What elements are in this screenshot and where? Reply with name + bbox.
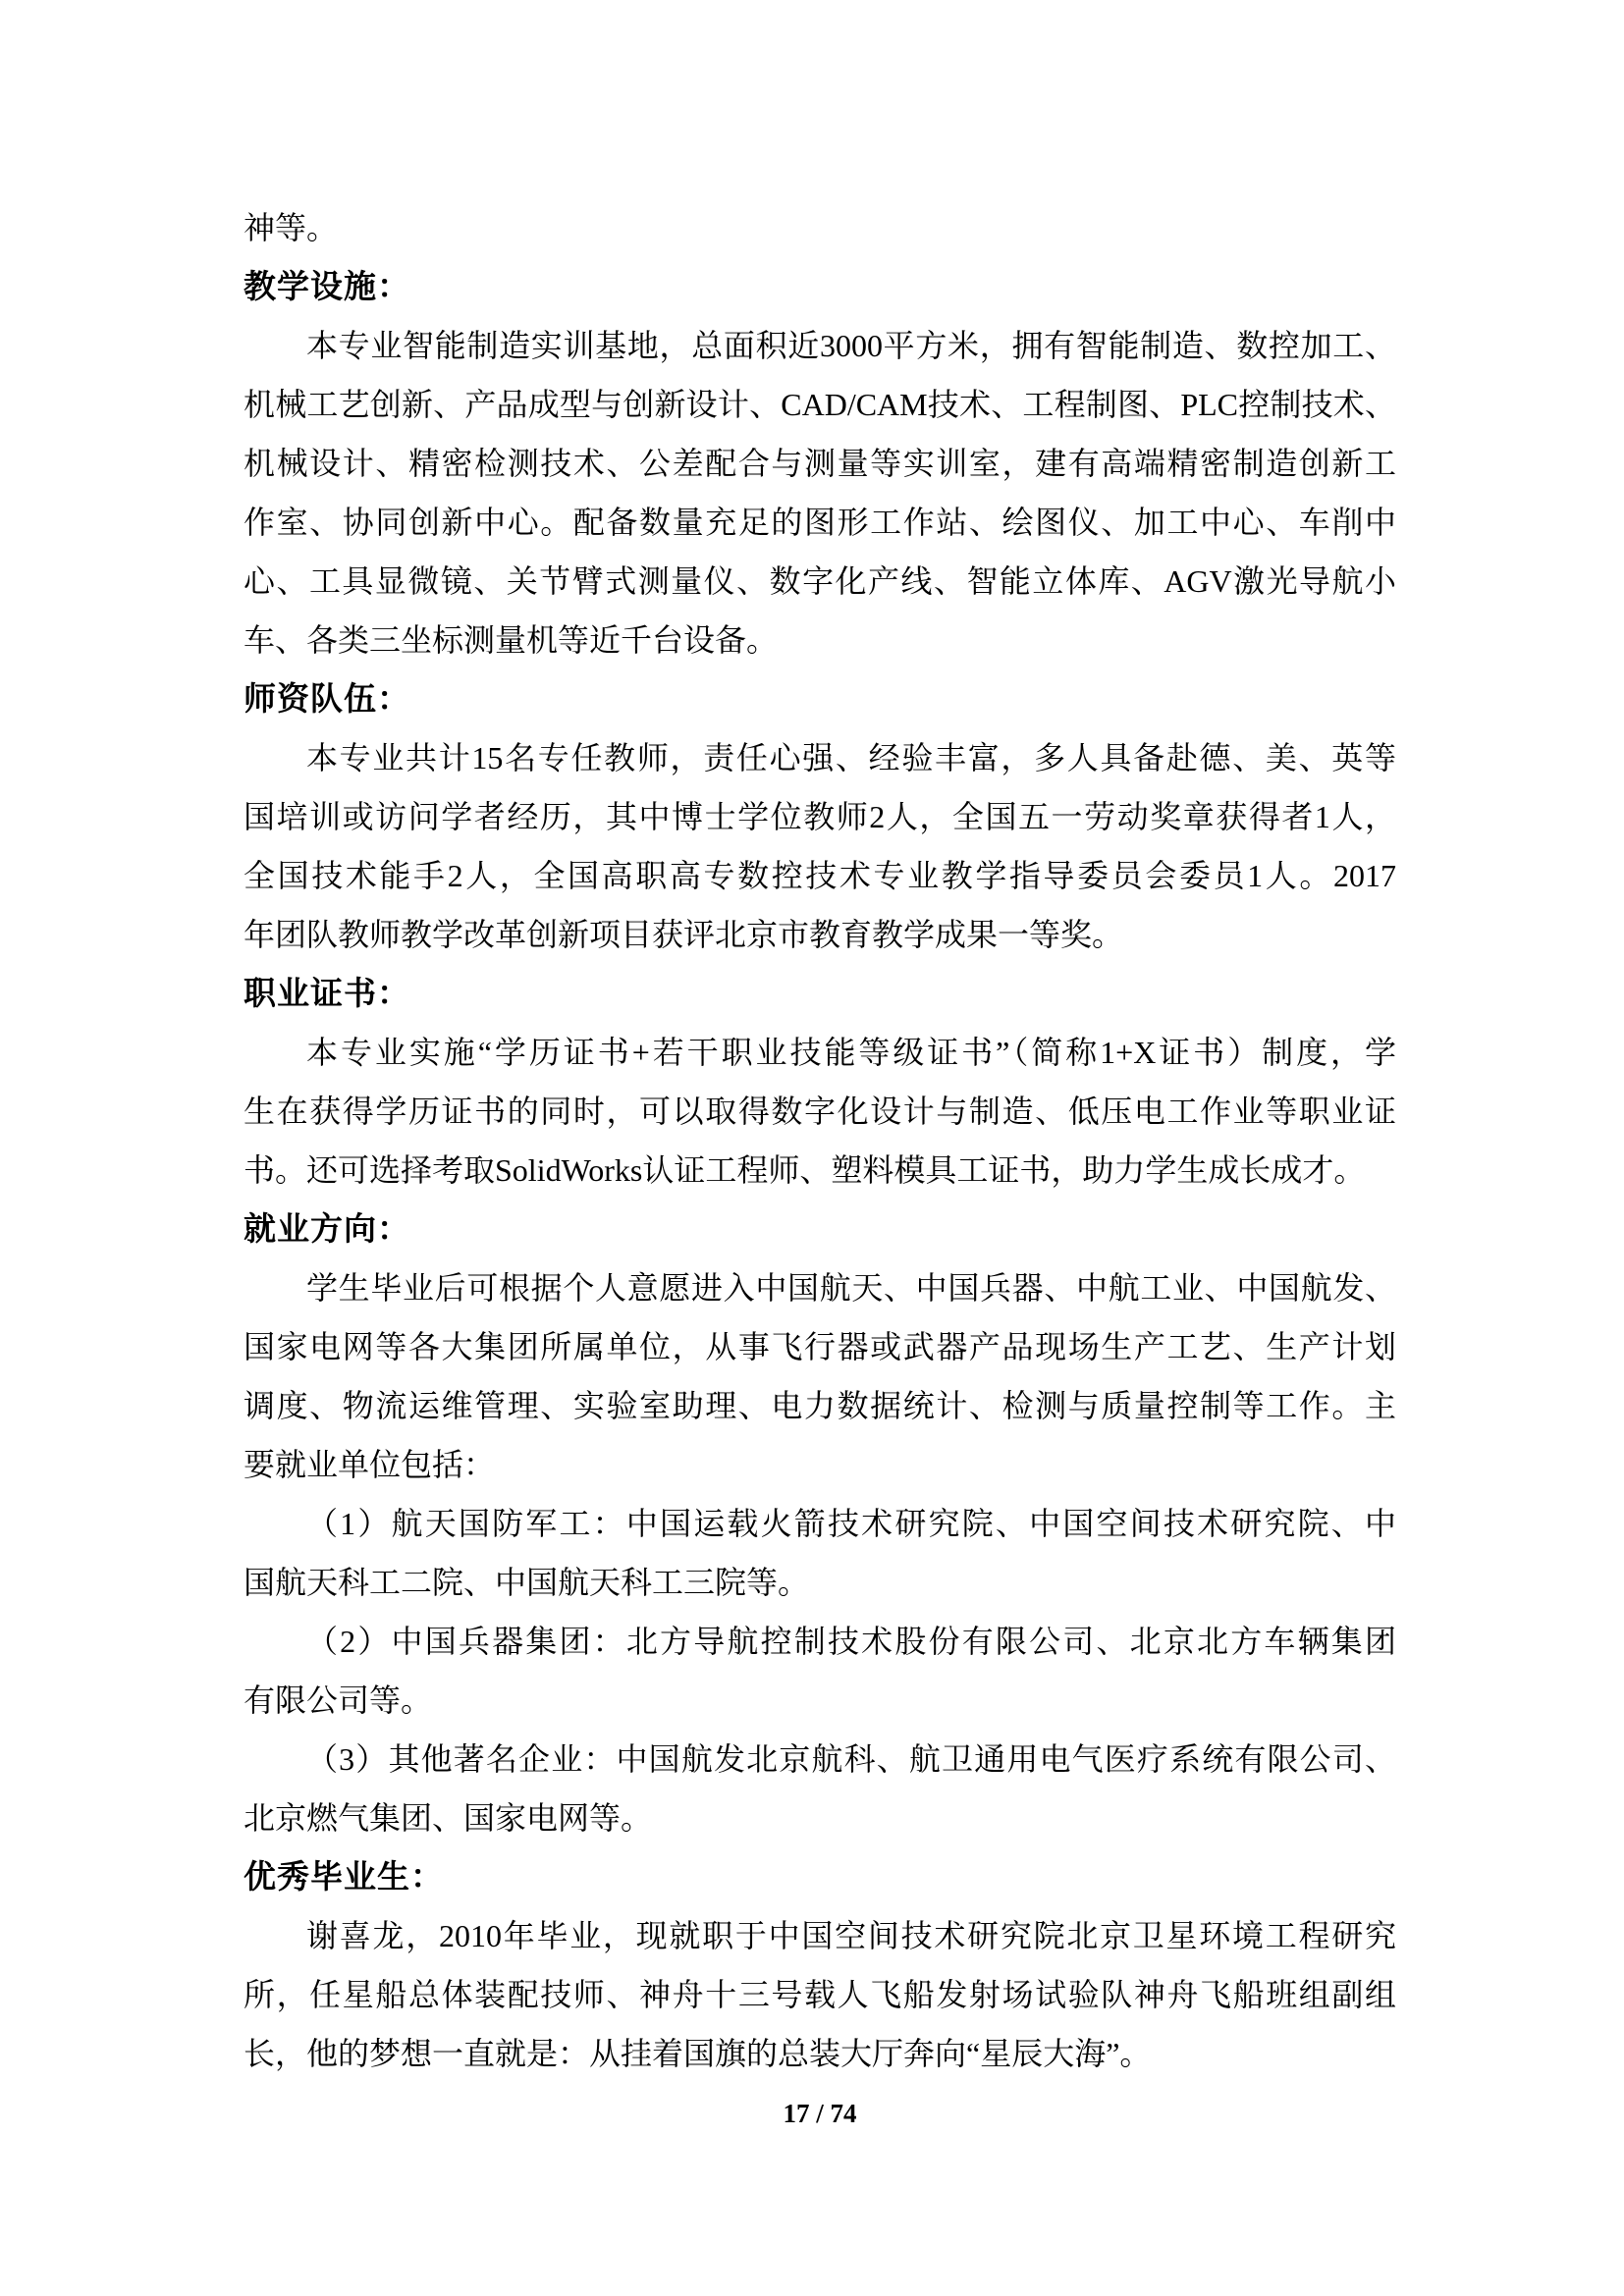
text-line: 学生毕业后可根据个人意愿进入中国航天、中国兵器、中航工业、中国航发、 <box>306 1270 1396 1306</box>
text-line: 谢喜龙，2010年毕业，现就职于中国空间技术研究院北京卫星环境工程研究 <box>306 1918 1396 1953</box>
heading-line: 就业方向： <box>244 1210 410 1247</box>
paragraph <box>244 1730 1396 1847</box>
text-line: 本专业实施“学历证书+若干职业技能等级证书”（简称1+X证书）制度，学 <box>306 1035 1396 1070</box>
paragraph <box>244 1023 1396 1200</box>
section-heading <box>244 1847 1396 1906</box>
paragraph <box>244 1612 1396 1730</box>
text-line: 本专业智能制造实训基地，总面积近3000平方米，拥有智能制造、数控加工、 <box>306 328 1396 363</box>
heading-line: 教学设施： <box>244 268 410 304</box>
text-line: 要就业单位包括： <box>244 1447 496 1482</box>
text-line: 作室、协同创新中心。配备数量充足的图形工作站、绘图仪、加工中心、车削中 <box>244 505 1396 540</box>
text-line: 心、工具显微镜、关节臂式测量仪、数字化产线、智能立体库、AGV激光导航小 <box>244 563 1396 599</box>
text-line: 车、各类三坐标测量机等近千台设备。 <box>244 622 779 658</box>
section-heading <box>244 669 1396 728</box>
section-heading <box>244 257 1396 316</box>
text-line: 本专业共计15名专任教师，责任心强、经验丰富，多人具备赴德、美、英等 <box>306 740 1396 775</box>
text-line: 书。还可选择考取SolidWorks认证工程师、塑料模具工证书，助力学生成长成才。 <box>244 1152 1366 1188</box>
paragraph <box>244 198 1396 257</box>
page-number: 17 / 74 <box>783 2099 857 2128</box>
text-line: （2）中国兵器集团：北方导航控制技术股份有限公司、北京北方车辆集团 <box>306 1624 1396 1659</box>
text-line: 有限公司等。 <box>244 1682 433 1718</box>
text-line: 国培训或访问学者经历，其中博士学位教师2人，全国五一劳动奖章获得者1人， <box>244 799 1396 834</box>
text-line: 机械设计、精密检测技术、公差配合与测量等实训室，建有高端精密制造创新工 <box>244 446 1396 481</box>
text-line: （3）其他著名企业：中国航发北京航科、航卫通用电气医疗系统有限公司、 <box>306 1741 1396 1777</box>
section-heading <box>244 1200 1396 1258</box>
heading-line: 师资队伍： <box>244 680 410 717</box>
text-line: （1）航天国防军工：中国运载火箭技术研究院、中国空间技术研究院、中 <box>306 1506 1396 1541</box>
text-line: 所，任星船总体装配技师、神舟十三号载人飞船发射场试验队神舟飞船班组副组 <box>244 1977 1396 2012</box>
text-line: 生在获得学历证书的同时，可以取得数字化设计与制造、低压电工作业等职业证 <box>244 1094 1396 1129</box>
text-line: 年团队教师教学改革创新项目获评北京市教育教学成果一等奖。 <box>244 917 1124 952</box>
text-line: 调度、物流运维管理、实验室助理、电力数据统计、检测与质量控制等工作。主 <box>244 1388 1396 1423</box>
text-line: 长，他的梦想一直就是：从挂着国旗的总装大厅奔向“星辰大海”。 <box>244 2036 1152 2071</box>
text-line: 全国技术能手2人，全国高职高专数控技术专业教学指导委员会委员1人。2017 <box>244 858 1396 893</box>
text-line: 机械工艺创新、产品成型与创新设计、CAD/CAM技术、工程制图、PLC控制技术、 <box>244 387 1396 422</box>
text-line: 神等。 <box>244 210 339 245</box>
text-line: 国航天科工二院、中国航天科工三院等。 <box>244 1565 810 1600</box>
heading-line: 职业证书： <box>244 975 410 1011</box>
section-heading <box>244 964 1396 1023</box>
document-body <box>244 198 1396 2083</box>
paragraph <box>244 1494 1396 1612</box>
page-footer <box>244 2097 1396 2130</box>
heading-line: 优秀毕业生： <box>244 1858 444 1895</box>
text-line: 北京燃气集团、国家电网等。 <box>244 1800 653 1836</box>
text-line: 国家电网等各大集团所属单位，从事飞行器或武器产品现场生产工艺、生产计划 <box>244 1329 1396 1364</box>
paragraph <box>244 728 1396 964</box>
paragraph <box>244 1906 1396 2083</box>
paragraph <box>244 316 1396 669</box>
paragraph <box>244 1258 1396 1494</box>
